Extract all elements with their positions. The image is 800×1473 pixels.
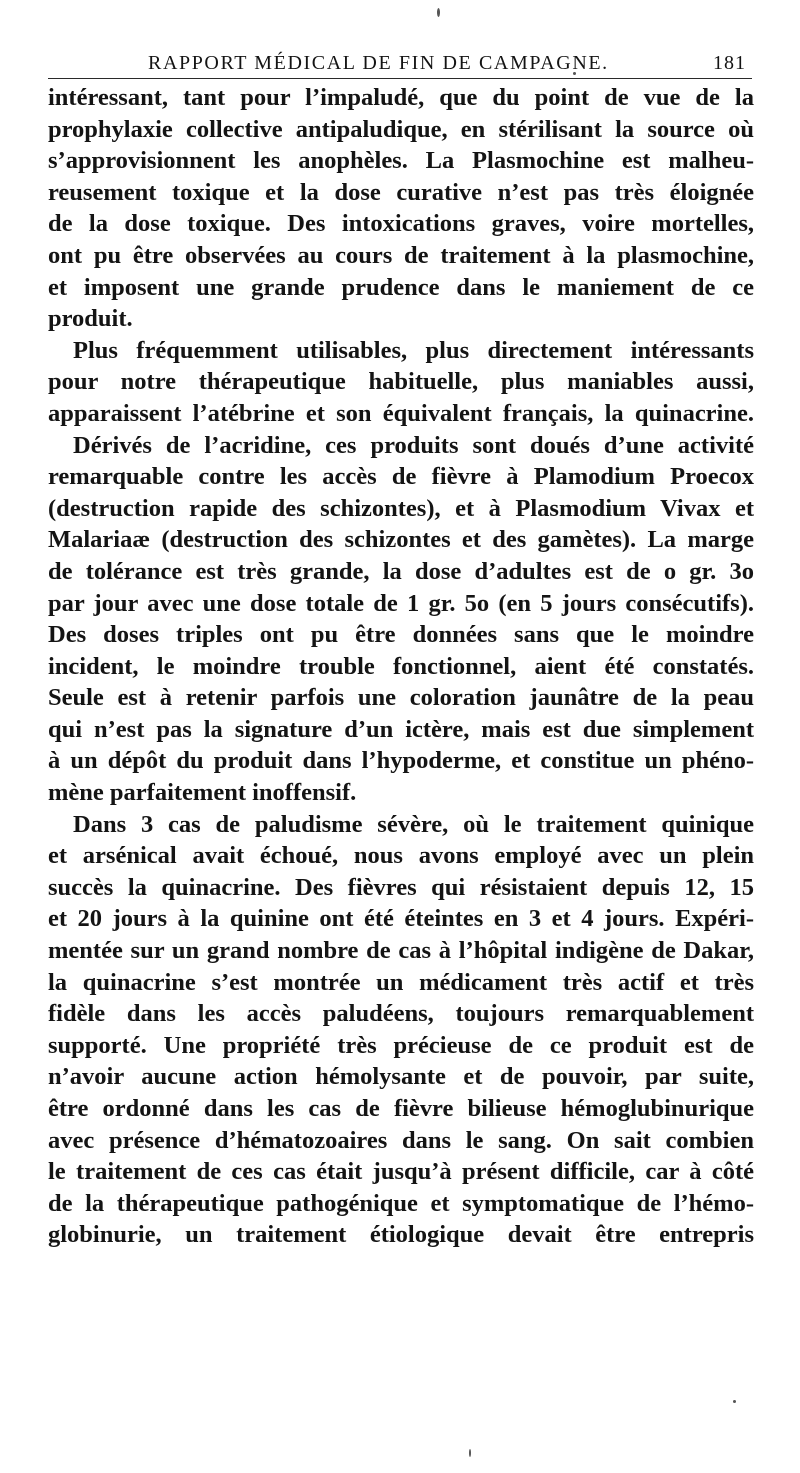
text-line: Dans 3 cas de paludisme sévère, où le traitement quinique (73, 810, 754, 838)
text-line: intéressant, tant pour l’impaludé, que du point de vue de la (48, 84, 754, 111)
text-line: Des doses triples ont pu être données sans que le moindre (48, 621, 754, 649)
text-line: et 20 jours à la quinine ont été éteintes en 3 et 4 jours. Expéri- (48, 905, 754, 933)
body-text (48, 82, 754, 1251)
text-line: incident, le moindre trouble fonctionnel, aient été constatés. (48, 652, 754, 680)
text-line: avec présence d’hématozoaires dans le sang. On sait combien (48, 1126, 754, 1154)
text-line: prophylaxie collective antipaludique, en stérilisant la source où (48, 115, 754, 143)
text-line: et arsénical avait échoué, nous avons employé avec un plein (48, 842, 754, 870)
text-line: à un dépôt du produit dans l’hypoderme, et constitue un phéno- (48, 747, 754, 775)
text-line: Plus fréquemment utilisables, plus directement intéressants (73, 336, 754, 364)
text-line: mentée sur un grand nombre de cas à l’hôpital indigène de Dakar, (48, 937, 754, 965)
text-line: produit. (48, 305, 133, 333)
text-line: n’avoir aucune action hémolysante et de pouvoir, par suite, (48, 1063, 754, 1091)
text-line: Seule est à retenir parfois une coloration jaunâtre de la peau (48, 684, 754, 712)
text-line: fidèle dans les accès paludéens, toujours remarquablement (48, 1000, 754, 1028)
text-line: supporté. Une propriété très précieuse de ce produit est de (48, 1031, 754, 1059)
text-line: pour notre thérapeutique habituelle, plus maniables aussi, (48, 368, 754, 396)
running-title: RAPPORT MÉDICAL DE FIN DE CAMPAGNE. (148, 52, 609, 74)
text-line: Dérivés de l’acridine, ces produits sont doués d’une activité (73, 431, 754, 459)
print-speck (469, 1449, 471, 1457)
page-number: 181 (713, 52, 746, 74)
text-line: (destruction rapide des schizontes), et à Plasmodium Vivax et (48, 494, 754, 522)
text-line: de la thérapeutique pathogénique et symptomatique de l’hémo- (48, 1189, 754, 1217)
print-speck (437, 8, 440, 17)
text-line: ont pu être observées au cours de traitement à la plasmochine, (48, 241, 754, 269)
text-line: de la dose toxique. Des intoxications graves, voire mortelles, (48, 210, 754, 238)
running-header (48, 48, 752, 79)
text-line: Malariaæ (destruction des schizontes et des gamètes). La marge (48, 526, 754, 554)
text-line: reusement toxique et la dose curative n’est pas très éloignée (48, 178, 754, 206)
text-line: qui n’est pas la signature d’un ictère, mais est due simplement (48, 715, 754, 743)
text-line: mène parfaitement inoffensif. (48, 779, 357, 807)
text-line: être ordonné dans les cas de fièvre bilieuse hémoglubinurique (48, 1095, 754, 1122)
text-line: par jour avec une dose totale de 1 gr. 5o (en 5 jours consécutifs). (48, 589, 754, 617)
text-line: et imposent une grande prudence dans le maniement de ce (48, 273, 754, 301)
text-line: s’approvisionnent les anophèles. La Plasmochine est malheu- (48, 147, 754, 175)
text-line: remarquable contre les accès de fièvre à Plamodium Proecox (48, 463, 754, 491)
text-line: le traitement de ces cas était jusqu’à présent difficile, car à côté (48, 1158, 754, 1186)
text-line: la quinacrine s’est montrée un médicament très actif et très (48, 968, 754, 996)
text-line: apparaissent l’atébrine et son équivalent français, la quinacrine. (48, 399, 754, 427)
text-line: globinurie, un traitement étiologique devait être entrepris (48, 1221, 754, 1249)
text-line: succès la quinacrine. Des fièvres qui résistaient depuis 12, 15 (48, 873, 754, 901)
print-speck (733, 1400, 736, 1403)
text-line: de tolérance est très grande, la dose d’adultes est de o gr. 3o (48, 557, 754, 585)
